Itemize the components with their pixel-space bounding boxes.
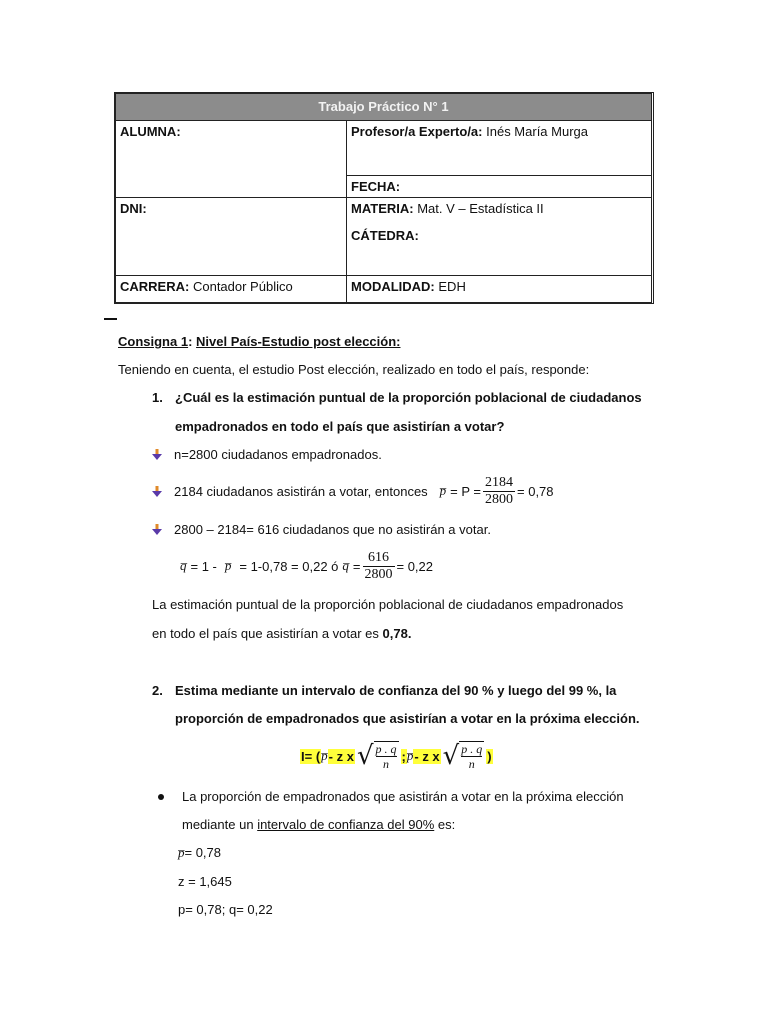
formula-separator: ; (401, 748, 406, 764)
consigna-label: Consigna 1 (118, 334, 189, 349)
value-pq: p= 0,78; q= 0,22 (178, 902, 273, 917)
modalidad-label: MODALIDAD: (351, 279, 435, 294)
materia-label: MATERIA: (351, 201, 414, 216)
fraction-2184-2800: $\frac{2184}{2800}$ (485, 474, 514, 507)
dni-cell (115, 197, 347, 276)
p-bar-symbol: p̅ (406, 748, 414, 763)
q1-bullet-1: n=2800 ciudadanos empadronados. (174, 447, 382, 462)
bullet-dot (158, 794, 164, 800)
consigna-colon: : (188, 334, 193, 349)
formula-close: ) (487, 748, 492, 764)
q2-line2: proporción de empadronados que asistirían a votar en la próxima elección. (175, 711, 640, 726)
catedra-label: CÁTEDRA: (351, 228, 419, 243)
q-eq-b: = 1-0,78 = 0,22 ó (239, 558, 339, 574)
q-bar-symbol: q̅ (180, 558, 187, 573)
consigna-intro: Teniendo en cuenta, el estudio Post elección, realizado en todo el país, responde: (118, 362, 590, 377)
q2-bullet-line1: La proporción de empadronados que asistirán a votar en la próxima elección (182, 789, 624, 804)
q2-number: 2. (152, 683, 163, 698)
q1-number: 1. (152, 390, 163, 405)
carrera-label: CARRERA: (120, 279, 190, 294)
confidence-90-link: intervalo de confianza del 90% (257, 817, 435, 832)
q-eq-c: = (352, 558, 361, 574)
profesor-label: Profesor/a Experto/a: (351, 124, 483, 139)
q1-line2: empadronados en todo el país que asistirían a votar? (175, 419, 505, 434)
arrow-bullet-icon (152, 449, 162, 461)
modalidad-value: EDH (438, 279, 466, 294)
formula-open: I= ( (301, 748, 321, 764)
q1-b2-result: = 0,78 (517, 483, 554, 499)
interval-formula (300, 738, 493, 774)
q1-line1: ¿Cuál es la estimación puntual de la proporción poblacional de ciudadanos (175, 390, 642, 405)
q2-line1: Estima mediante un intervalo de confianza del 90 % y luego del 99 %, la (175, 683, 617, 698)
q1-conclusion-1: La estimación puntual de la proporción poblacional de ciudadanos empadronados (152, 597, 624, 612)
q1-bullet-2 (174, 472, 554, 510)
materia-cell (346, 197, 652, 276)
q1-b2-eq: = P = (450, 483, 482, 499)
p-bar-symbol: p̅ (224, 558, 232, 573)
q1-bullet-3: 2800 – 2184= 616 ciudadanos que no asistirán a votar. (174, 522, 491, 537)
p-bar-symbol: p̅ (439, 483, 447, 498)
fecha-cell (346, 175, 652, 198)
carrera-cell (115, 275, 347, 303)
sqrt-pq-n: √ p . q n (442, 741, 483, 771)
arrow-bullet-icon (152, 524, 162, 536)
consigna-title: Nivel País-Estudio post elección: (196, 334, 401, 349)
sqrt-pq-n: √ p . q n (356, 741, 397, 771)
modalidad-cell (346, 275, 652, 303)
q2-bullet-line2: mediante un intervalo de confianza del 90% es: (182, 817, 456, 832)
profesor-cell (346, 120, 652, 176)
formula-minus: - z x (328, 748, 354, 764)
value-z: z = 1,645 (178, 874, 232, 889)
header-table (114, 92, 654, 304)
profesor-value: Inés María Murga (486, 124, 588, 139)
fraction-616-2800: $\frac{616}{2800}$ (364, 549, 393, 582)
dni-label: DNI: (120, 201, 147, 216)
alumna-cell (115, 120, 347, 198)
materia-value: Mat. V – Estadística II (417, 201, 544, 216)
formula-minus-2: - z x (414, 748, 440, 764)
table-title: Trabajo Práctico N° 1 (115, 93, 652, 121)
alumna-label: ALUMNA: (120, 124, 181, 139)
carrera-value: Contador Público (192, 279, 293, 294)
q1-b2-text: 2184 ciudadanos asistirán a votar, entonces (174, 483, 428, 499)
q1-conclusion-2: en todo el país que asistirían a votar es 0,78. (152, 626, 412, 641)
value-p: p̅= 0,78 (178, 845, 222, 860)
q-eq-a: = 1 - (190, 558, 217, 574)
p-bar-symbol: p̅ (321, 748, 328, 763)
q-equation (180, 547, 433, 585)
arrow-bullet-icon (152, 486, 162, 498)
consigna-heading (118, 334, 401, 349)
fecha-label: FECHA: (351, 179, 401, 194)
q-result: = 0,22 (396, 558, 434, 574)
dash-mark (104, 318, 117, 320)
q-bar-symbol: q̅ (342, 558, 349, 573)
